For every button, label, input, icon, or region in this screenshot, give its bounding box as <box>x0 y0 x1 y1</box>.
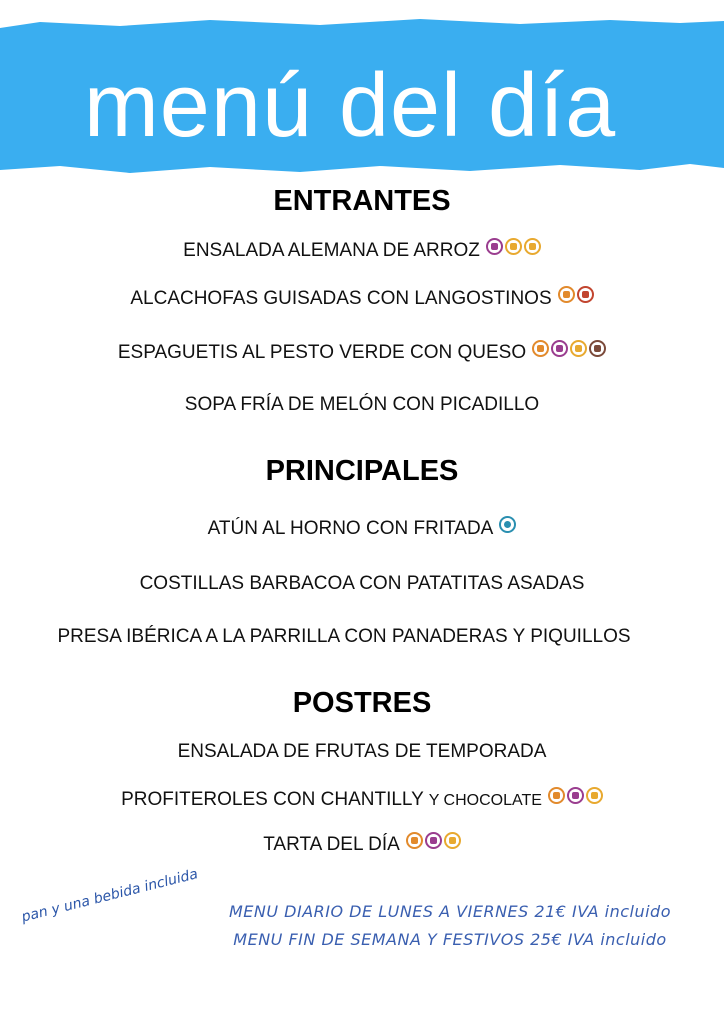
dish-item <box>0 832 724 857</box>
dish-name: SOPA FRÍA DE MELÓN CON PICADILLO <box>184 394 540 415</box>
dairy-icon <box>406 832 423 849</box>
dish-name: COSTILLAS BARBACOA CON PATATITAS ASADAS <box>139 573 585 594</box>
dish-name: ALCACHOFAS GUISADAS CON LANGOSTINOS <box>130 288 552 309</box>
weekend-price: MENU FIN DE SEMANA Y FESTIVOS 25€ IVA incluido <box>233 930 667 949</box>
egg-icon <box>567 787 584 804</box>
fish-icon <box>499 516 516 533</box>
gluten-icon <box>524 238 541 255</box>
section-heading-entrantes: ENTRANTES <box>273 185 451 217</box>
egg-icon <box>486 238 503 255</box>
section-heading-postres: POSTRES <box>292 687 432 719</box>
dish-item <box>0 625 706 649</box>
dish-name: TARTA DEL DÍA <box>263 834 400 855</box>
crustacean-icon <box>577 286 594 303</box>
dairy-icon <box>532 340 549 357</box>
dish-name: ENSALADA DE FRUTAS DE TEMPORADA <box>177 741 547 762</box>
dairy-icon <box>558 286 575 303</box>
dish-item <box>0 238 724 263</box>
nuts-icon <box>589 340 606 357</box>
gluten-icon <box>444 832 461 849</box>
dairy-icon <box>548 787 565 804</box>
dish-name: ENSALADA ALEMANA DE ARROZ <box>183 240 480 261</box>
allergen-icons <box>558 286 594 303</box>
weekday-price: MENU DIARIO DE LUNES A VIERNES 21€ IVA incluido <box>229 902 671 921</box>
gluten-icon <box>505 238 522 255</box>
dish-item <box>0 516 724 541</box>
dish-item <box>0 740 724 764</box>
dish-item <box>0 393 724 417</box>
allergen-icons <box>532 340 606 357</box>
section-heading-principales: PRINCIPALES <box>265 455 459 487</box>
allergen-icons <box>406 832 461 849</box>
dish-item <box>0 286 724 311</box>
included-note: pan y una bebida incluida <box>20 866 200 926</box>
dish-item <box>0 572 724 596</box>
dish-item <box>0 340 724 365</box>
gluten-icon <box>570 340 587 357</box>
egg-icon <box>425 832 442 849</box>
dish-name: ESPAGUETIS AL PESTO VERDE CON QUESO <box>117 342 527 363</box>
egg-icon <box>551 340 568 357</box>
dish-name: ATÚN AL HORNO CON FRITADA <box>207 518 494 539</box>
gluten-icon <box>586 787 603 804</box>
dish-name-suffix: Y CHOCOLATE <box>428 792 542 809</box>
dish-item <box>0 787 724 813</box>
dish-name: PROFITEROLES CON CHANTILLY <box>121 789 424 810</box>
allergen-icons <box>499 516 516 533</box>
allergen-icons <box>486 238 541 255</box>
dish-name: PRESA IBÉRICA A LA PARRILLA CON PANADERAS Y PIQUILLOS <box>57 626 631 647</box>
header-banner <box>0 18 724 174</box>
menu-title: menú del día <box>83 56 617 156</box>
allergen-icons <box>548 787 603 804</box>
